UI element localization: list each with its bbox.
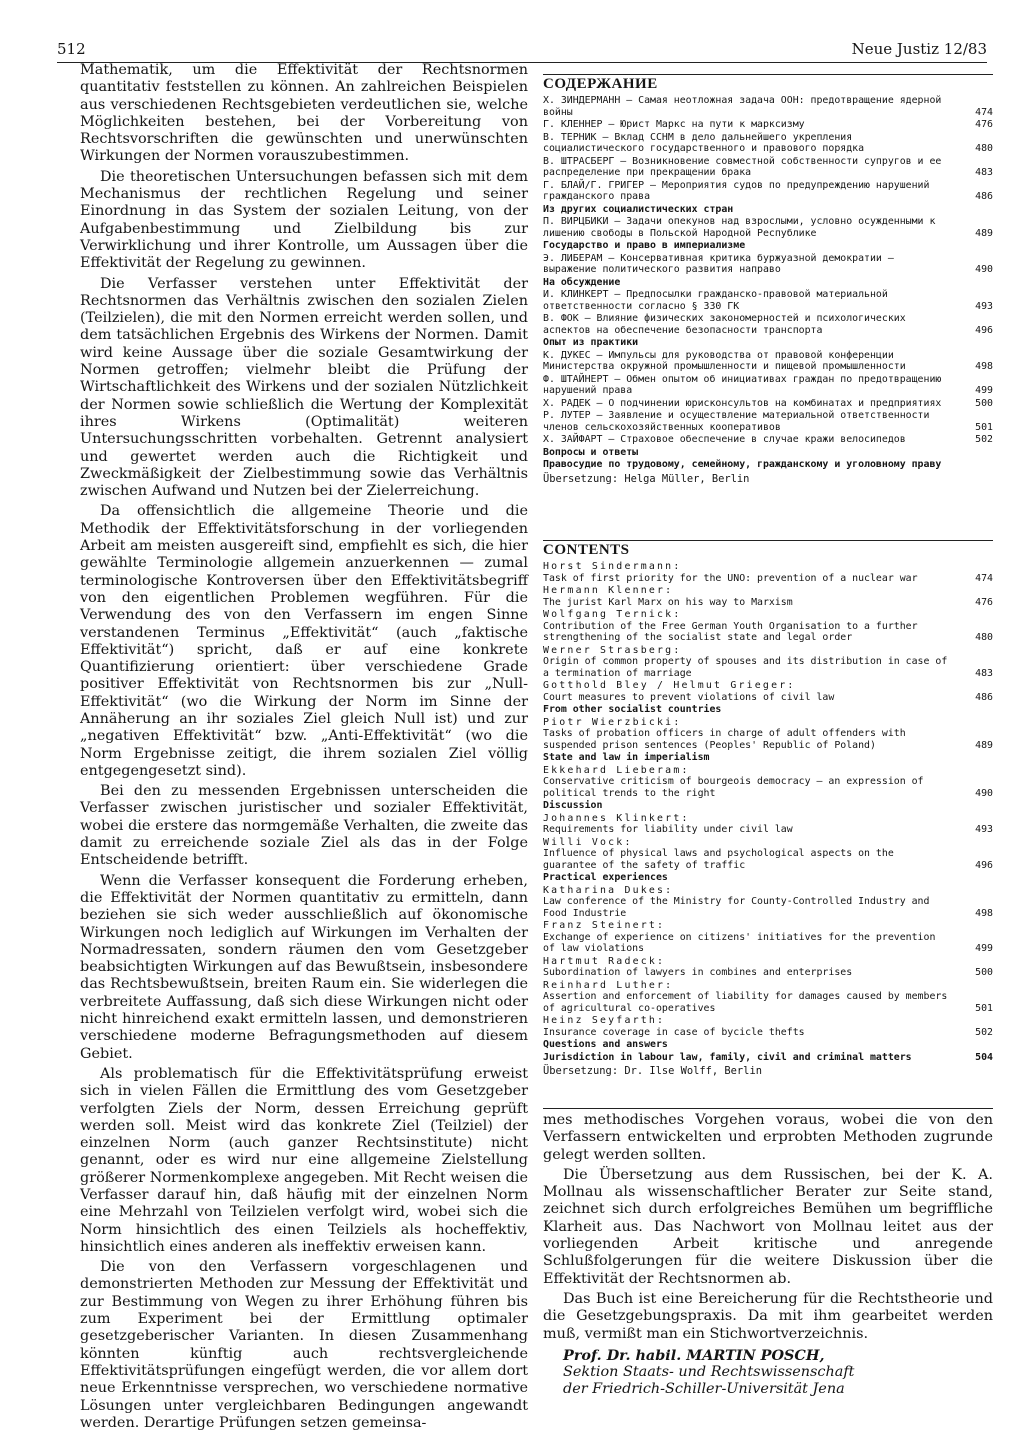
- toc-entry: [543, 180, 993, 203]
- toc-entry-page: 500: [975, 397, 993, 409]
- toc-entry-page: 490: [975, 264, 993, 275]
- toc-entry-text: В. ТЕРНИК — Вклад ССНМ в дело дальнейшего укрепления социалистического государственного и правового порядка: [543, 131, 865, 154]
- toc-section-heading: Вопросы и ответы: [543, 446, 639, 458]
- toc-entry: [543, 991, 993, 1014]
- toc-entry-page: 480: [975, 143, 993, 154]
- toc-entry-page: 500: [975, 967, 993, 978]
- toc-section-heading: Discussion: [543, 800, 603, 811]
- toc-entry-text: Х. ЗИНДЕРМАНН — Самая неотложная задача ООН: предотвращение ядерной войны: [543, 95, 942, 118]
- toc-entry: [543, 216, 993, 239]
- toc-entry-page: 474: [975, 106, 993, 118]
- toc-entry: [543, 350, 993, 373]
- toc-section-heading: Правосудие по трудовому, семейному, гражданскому и уголовному праву: [543, 459, 942, 470]
- toc-entry-page: 498: [975, 907, 993, 919]
- toc-entry: [543, 728, 993, 751]
- toc-entry: [543, 692, 993, 704]
- toc-entry-page: 476: [975, 119, 993, 130]
- toc-entry-text: Contribution of the Free German Youth Organisation to a further strengthening of the socialist state and legal order: [543, 620, 918, 643]
- toc-section-heading: Государство и право в империализме: [543, 240, 746, 251]
- paragraph: mes methodisches Vorgehen voraus, wobei die von den Verfassern entwickelten und erprobten Methoden zugrunde gelegt werden sollten.: [543, 1112, 993, 1163]
- toc-entry-text: Requirements for liability under civil law: [543, 824, 793, 835]
- toc-entry-page: 499: [975, 385, 993, 396]
- toc-entry-text: В. ШТРАСБЕРГ — Возникновение совместной собственности супругов и ее распределение при прекращении брака: [543, 155, 942, 178]
- toc-entry-text: Ф. ШТАЙНЕРТ — Обмен опытом об инициативах граждан по предотвращению нарушений права: [543, 373, 942, 396]
- toc-entry-text: Г. БЛАЙ/Г. ГРИГЕР — Мероприятия судов по предупреждению нарушений гражданского права: [543, 179, 930, 202]
- journal-issue: Neue Justiz 12/83: [851, 40, 987, 58]
- toc-entry-text: В. ФОК — Влияние физических закономерностей и психологических аспектов на обеспечение безопасности транспорта: [543, 313, 906, 336]
- toc-entry-text: Influence of physical laws and psychological aspects on the guarantee of the safety of traffic: [543, 848, 894, 871]
- toc-entry-page: 498: [975, 361, 993, 372]
- toc-author: Reinhard Luther:: [543, 979, 674, 991]
- toc-entry-page: 501: [975, 1002, 993, 1014]
- left-column-text: [80, 62, 528, 1435]
- toc-entry-text: Assertion and enforcement of liability for damages caused by members of agricultural co-operatives: [543, 991, 948, 1014]
- toc-entry-text: Э. ЛИБЕРАМ — Консервативная критика буржуазной демократии — выражение политического развития направо: [543, 252, 894, 275]
- toc-entry-page: 499: [975, 943, 993, 954]
- toc-section-heading: State and law in imperialism: [543, 752, 710, 763]
- toc-entry: [543, 119, 993, 131]
- toc-entry: [543, 95, 993, 118]
- toc-section-heading: На обсуждение: [543, 276, 621, 288]
- toc-author: Piotr Wierzbicki:: [543, 716, 682, 728]
- paragraph: Da offensichtlich die allgemeine Theorie und die Methodik der Effektivitätsforschung in der vorliegenden Arbeit am meisten ausgereift sind, empfiehlt es sich, die hier gewählte Terminologie allgemein anzuerkennen — zumal terminologische Kontroversen über den Effektivitätsbegriff von den eigentlichen Problemen wegführen. Für die Verwendung des von den Verfassern im engen Sinne verstandenen Terminus „Effektivität“ (auch „faktische Effektivität“) spricht, daß er auf eine konkrete Quantifizierung orientiert: über verschiedene Grade positiver Effektivität von Rechtsnormen bis zur „Null-Effektivität“ (wo die Wirkung der Norm im Sinne der Annäherung an ihr soziales Ziel gleich Null ist) und zur „negativen Effektivität“ bzw. „Anti-Effektivität“ (wo die Norm Ergebnisse zeitigt, die ihrem sozialen Ziel völlig entgegengesetzt sind).: [80, 503, 528, 779]
- toc-author: Katharina Dukes:: [543, 884, 674, 896]
- toc-author: Hermann Klenner:: [543, 585, 674, 596]
- page-number: 512: [57, 40, 86, 58]
- toc-entry-page: 496: [975, 859, 993, 871]
- toc-entry-page: 489: [975, 739, 993, 751]
- paragraph: Mathematik, um die Effektivität der Rechtsnormen quantitativ feststellen zu können. An zahlreichen Beispielen aus verschiedenen Rechtsgebieten verdeutlichen sie, welche Möglichkeiten bestehen, bei der Vorbereitung von Rechtsvorschriften die gewünschten und unerwünschten Wirkungen der Normen vorauszubestimmen.: [80, 62, 528, 165]
- toc-entry-page: 489: [975, 227, 993, 239]
- right-column-text: [543, 1108, 993, 1399]
- toc-entry-text: Law conference of the Ministry for County-Controlled Industry and Food Industrie: [543, 896, 930, 919]
- toc-entry: [543, 398, 993, 410]
- paragraph: Das Buch ist eine Bereicherung für die Rechtstheorie und die Gesetzgebungspraxis. Da mit ihm gearbeitet werden muß, vermißt man ein Stichwortverzeichnis.: [543, 1290, 993, 1342]
- toc-entry: [543, 253, 993, 276]
- toc-entry: [543, 410, 993, 433]
- paragraph: Bei den zu messenden Ergebnissen unterscheiden die Verfasser zwischen juristischer und sozialer Effektivität, wobei die erstere das normgemäße Verhalten, die zweite das damit zu erreichende soziale Ziel als das in der Folge Entscheidende betrifft.: [80, 783, 528, 869]
- toc-author: Heinz Seyfarth:: [543, 1015, 666, 1026]
- toc-author: Ekkehard Lieberam:: [543, 764, 690, 776]
- toc-entry-text: Х. ЗАЙФАРТ — Страховое обеспечение в случае кражи велосипедов: [543, 434, 906, 445]
- toc-entry-page: 486: [975, 191, 993, 202]
- toc-entry-text: Г. КЛЕННЕР — Юрист Маркс на пути к марксизму: [543, 119, 805, 130]
- toc-en-title: CONTENTS: [543, 540, 993, 559]
- toc-entry-text: К. ДУКЕС — Импульсы для руководства от правовой конференции Министерства окружной промышленности и пищевой промышленности: [543, 349, 906, 372]
- toc-entry-page: 474: [975, 572, 993, 584]
- table-of-contents-russian: [543, 74, 993, 485]
- toc-entry: [543, 313, 993, 336]
- toc-entry-text: Exchange of experience on citizens' initiatives for the prevention of law violations: [543, 931, 936, 954]
- toc-section-heading: From other socialist countries: [543, 704, 722, 715]
- toc-author: Hartmut Radeck:: [543, 955, 666, 967]
- paragraph: Die von den Verfassern vorgeschlagenen und demonstrierten Methoden zur Messung der Effektivität und zur Bestimmung von Wegen zu ihrer Erhöhung führen bis zum Experiment bei der Ermittlung optimaler gesetzgeberischer Varianten. In diesen Zusammenhang könnten künftig auch rechtsvergleichende Effektivitätsprüfungen eingefügt werden, die vor allem dort neue Erkenntnisse versprechen, wo verschiedene normative Lösungen unter vergleichbaren Bedingungen angewandt werden. Derartige Prüfungen setzen gemeinsa-: [80, 1259, 528, 1431]
- toc-entry: [543, 656, 993, 679]
- toc-entry-text: Р. ЛУТЕР — Заявление и осуществление материальной ответственности членов сельскохозяйственных кооперативов: [543, 410, 930, 433]
- toc-entry-text: И. КЛИНКЕРТ — Предпосылки гражданско-правовой материальной ответственности согласно § 330 ГК: [543, 289, 888, 312]
- toc-author: Werner Strasberg:: [543, 644, 682, 656]
- toc-entry: [543, 967, 993, 979]
- toc-entry-text: Court measures to prevent violations of civil law: [543, 691, 835, 703]
- toc-entry-page: 476: [975, 596, 993, 608]
- toc-entry-text: Insurance coverage in case of bycicle thefts: [543, 1026, 805, 1038]
- toc-entry: [543, 824, 993, 836]
- toc-entry: [543, 932, 993, 955]
- toc-author: Gotthold Bley / Helmut Grieger:: [543, 680, 796, 691]
- toc-author: Johannes Klinkert:: [543, 812, 690, 824]
- toc-entry: [543, 1027, 993, 1039]
- toc-entry: [543, 597, 993, 609]
- toc-entry: [543, 776, 993, 799]
- toc-entry-page: 490: [975, 787, 993, 799]
- toc-entry-page: 501: [975, 421, 993, 433]
- toc-section-heading: Опыт из практики: [543, 337, 639, 348]
- toc-author: Horst Sindermann:: [543, 561, 682, 572]
- toc-author: Willi Vock:: [543, 836, 633, 848]
- toc-entry: [543, 132, 993, 155]
- toc-entry-page: 483: [975, 167, 993, 178]
- toc-entry-page: 486: [975, 691, 993, 703]
- paragraph: Als problematisch für die Effektivitätsprüfung erweist sich in vielen Fällen die Ermittlung des vom Gesetzgeber verfolgten Ziels der Norm, dessen Erreichung geprüft werden soll. Meist wird das konkrete Ziel (Teilziel) der einzelnen Norm (auch ganzer Rechtsinstitute) nicht genannt, oder es wird nur eine allgemeine Zielstellung größerer Normenkomplexe angegeben. Mit Recht weisen die Verfasser darauf hin, daß häufig mit der einzelnen Norm eine Mehrzahl von Teilzielen verfolgt wird, wobei sich die Norm hinsichtlich des einen Teilziels als hocheffektiv, hinsichtlich eines anderen als ineffektiv erweisen kann.: [80, 1065, 528, 1255]
- paragraph: Wenn die Verfasser konsequent die Forderung erheben, die Effektivität der Normen quantitativ zu ermitteln, dann beziehen sie sich weder ausschließlich auf ökonomische Wirkungen noch lediglich auf Wirkungen im Verhalten der Normadressaten, sondern räumen den vom Gesetzgeber beabsichtigten Wirkungen auf das Bewußtsein, insbesondere das Rechtsbewußtsein, breiten Raum ein. Sie widerlegen die verbreitete Auffassung, daß sich diese Wirkungen nicht oder nicht hinreichend exakt ermitteln lassen, und demonstrieren verschiedene moderne Befragungsmethoden auf diesem Gebiet.: [80, 872, 528, 1062]
- toc-entry-text: Origin of common property of spouses and its distribution in case of a termination of marriage: [543, 656, 948, 679]
- toc-entry-text: Task of first priority for the UNO: prevention of a nuclear war: [543, 572, 918, 584]
- toc-entry-text: The jurist Karl Marx on his way to Marxism: [543, 596, 793, 608]
- toc-entry-text: Tasks of probation officers in charge of adult offenders with suspended prison sentences (Peoples' Republic of Poland): [543, 728, 906, 751]
- toc-section-heading: Из других социалистических стран: [543, 203, 734, 215]
- table-of-contents-english: [543, 540, 993, 1078]
- page-header: [57, 36, 987, 63]
- toc-author: Wolfgang Ternick:: [543, 609, 682, 620]
- toc-entry: [543, 1052, 993, 1064]
- toc-entry-page: 493: [975, 824, 993, 835]
- translation-credit: Übersetzung: Helga Müller, Berlin: [543, 472, 750, 485]
- author-signature: [543, 1347, 993, 1399]
- toc-author: Franz Steinert:: [543, 920, 666, 931]
- toc-entry-text: Subordination of lawyers in combines and enterprises: [543, 967, 853, 978]
- toc-entry: [543, 573, 993, 585]
- toc-entry: [543, 374, 993, 397]
- paragraph: Die theoretischen Untersuchungen befassen sich mit dem Mechanismus der rechtlichen Regelung und seiner Einordnung in das System der sozialen Leitung, von der Aufgabenbestimmung und Zielbildung bis zur Verwirklichung und ihrer Kontrolle, um Aussagen über die Effektivität der Regelung zu gewinnen.: [80, 168, 528, 272]
- toc-section-heading: Practical experiences: [543, 872, 668, 883]
- toc-ru-title: СОДЕРЖАНИЕ: [543, 74, 993, 93]
- toc-entry-page: 493: [975, 300, 993, 312]
- toc-entry: [543, 896, 993, 919]
- toc-section-heading: Questions and answers: [543, 1039, 668, 1050]
- translation-credit: Übersetzung: Dr. Ilse Wolff, Berlin: [543, 1065, 762, 1077]
- toc-entry-page: 502: [975, 434, 993, 445]
- toc-entry-text: П. ВИРЦБИКИ — Задачи опекунов над взрослыми, условно осужденными к лишению свободы в Польской Народной Республике: [543, 216, 936, 239]
- toc-entry-text: Conservative criticism of bourgeois democracy — an expression of political trends to the right: [543, 776, 924, 799]
- toc-entry-page: 504: [975, 1051, 993, 1063]
- toc-entry: [543, 621, 993, 644]
- author-name: Prof. Dr. habil. MARTIN POSCH,: [563, 1346, 825, 1364]
- toc-entry-page: 480: [975, 632, 993, 643]
- toc-entry-page: 496: [975, 324, 993, 336]
- toc-entry-text: Jurisdiction in labour law, family, civil and criminal matters: [543, 1051, 912, 1063]
- toc-entry: [543, 156, 993, 179]
- author-affiliation: Sektion Staats- und Rechtswissenschaft: [563, 1364, 855, 1381]
- toc-entry: [543, 289, 993, 312]
- paragraph: Die Übersetzung aus dem Russischen, bei der K. A. Mollnau als wissenschaftlicher Berater zur Seite stand, zeichnet sich durch erfolgreiches Bemühen um begriffliche Klarheit aus. Das Nachwort von Mollnau leitet aus der vorliegenden Arbeit kritische und anregende Schlußfolgerungen für die weitere Diskussion über die Effektivität der Rechtsnormen ab.: [543, 1166, 993, 1287]
- toc-entry: [543, 848, 993, 871]
- author-institution: der Friedrich-Schiller-Universität Jena: [563, 1381, 845, 1398]
- paragraph: Die Verfasser verstehen unter Effektivität der Rechtsnormen das Verhältnis zwischen den sozialen Zielen (Teilzielen), die mit den Normen erreicht werden sollen, und dem tatsächlichen Ergebnis des Wirkens der Normen. Damit wird keine Aussage über die soziale Gesamtwirkung der Normen getroffen; vielmehr bleibt die Prüfung der Wirtschaftlichkeit des Wirkens und der sozialen Nützlichkeit der Normen sowie schließlich die Wertung der Komplexität ihres Wirkens (Optimalität) weiteren Untersuchungsschritten vorbehalten. Getrennt analysiert und gewertet werden auch die Richtigkeit und Zweckmäßigkeit der Zielbestimmung sowie das Verhältnis zwischen Aufwand und Nutzen bei der Zielerreichung.: [80, 275, 528, 500]
- toc-entry: [543, 434, 993, 446]
- toc-entry-text: Х. РАДЕК — О подчинении юрисконсультов на комбинатах и предприятиях: [543, 397, 942, 409]
- toc-entry-page: 483: [975, 667, 993, 679]
- toc-entry-page: 502: [975, 1026, 993, 1038]
